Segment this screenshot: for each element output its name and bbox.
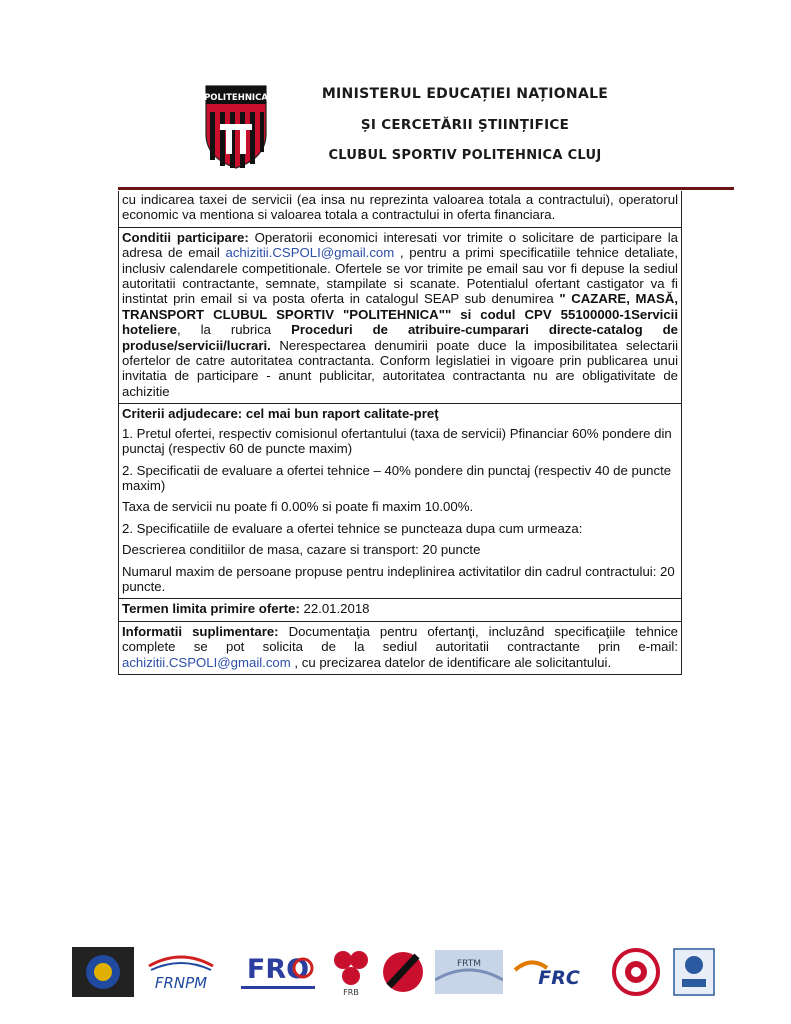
- section-informatii: [118, 622, 682, 675]
- informatii-label: Informatii suplimentare:: [122, 623, 279, 639]
- criterii-item: 2. Specificatii de evaluare a ofertei tehnice – 40% pondere din punctaj (respectiv 40 de puncte maxim): [122, 462, 672, 493]
- federation-emblem-logo: [70, 946, 136, 998]
- volleyball-logo: [670, 946, 718, 998]
- termen-label: Termen limita primire oferte:: [122, 601, 300, 617]
- criterii-title: Criterii adjudecare: cel mai bun raport calitate-preţ: [122, 406, 439, 422]
- frc-text: FRC: [538, 967, 580, 989]
- informatii-email-link[interactable]: achizitii.CSPOLI@gmail.com: [122, 654, 291, 670]
- header-divider: [118, 187, 734, 190]
- criterii-item: 2. Specificatiile de evaluare a ofertei tehnice se puncteaza dupa cum urmeaza:: [122, 520, 583, 536]
- frc-logo: [510, 946, 594, 998]
- conditii-text4: Nerespectarea denumirii poate duce la imposibilitatea selectarii ofertelor de catre autoritatea contractanta. Conform legislatiei in vigoare prin publicarea unui invitatia de participare - anunt publicitar, autoritatea contractanta nu are obligativitate de achizitie: [122, 337, 678, 399]
- criterii-item: Numarul maxim de persoane propuse pentru indeplinirea activitatilor din cadrul contractului: 20 puncte.: [122, 563, 675, 594]
- fro-text: FRO: [246, 954, 310, 985]
- header-research: ȘI CERCETĂRII ȘTIINȚIFICE: [360, 117, 570, 133]
- section-termen: [118, 599, 682, 621]
- termen-value: 22.01.2018: [299, 601, 370, 617]
- frb-logo: [328, 946, 374, 998]
- section-criterii: [118, 404, 682, 599]
- conditii-bold2: Proceduri de atribuire-cumparari directe-catalog de produse/servicii/lucrari.: [122, 322, 678, 353]
- frtm-text: FRTM: [456, 959, 482, 969]
- document-table: [118, 191, 682, 675]
- footer-logos: [70, 946, 720, 1002]
- header-club: CLUBUL SPORTIV POLITEHNICA CLUJ: [328, 148, 602, 163]
- fro-logo: [234, 946, 322, 998]
- conditii-bold1: " CAZARE, MASĂ, TRANSPORT CLUBUL SPORTIV "POLITEHNICA"" si codul CPV 55100000-1Servicii hoteliere: [122, 291, 678, 338]
- section-conditii: [118, 228, 682, 404]
- informatii-text2: , cu precizarea datelor de identificare ale solicitantului.: [290, 654, 612, 670]
- crest-label: POLITEHNICA: [204, 93, 268, 103]
- section-tail-text: cu indicarea taxei de servicii (ea insa nu reprezinta valoarea totala a contractului), operatorul economic va mentiona si valoarea totala a contractului in oferta financiara.: [122, 192, 678, 223]
- conditii-label: Conditii participare:: [122, 229, 249, 245]
- informatii-text1: Documentaţia pentru ofertanţi, incluzând specificaţiile tehnice complete se pot solicita de la sediul autoritatii contractante prin e-mail:: [122, 623, 678, 655]
- conditii-text1: Operatorii economici interesati vor trimite o solicitare de participare la adresa de email: [122, 229, 679, 261]
- header-ministry: MINISTERUL EDUCAȚIEI NAȚIONALE: [321, 86, 609, 102]
- section-tail: [118, 191, 682, 228]
- kempo-logo: [380, 946, 426, 998]
- frb-text: FRB: [343, 988, 359, 997]
- conditii-text3: , la rubrica: [176, 322, 292, 338]
- frnpm-logo: [140, 946, 222, 998]
- criterii-item: Descrierea conditiilor de masa, cazare si transport: 20 puncte: [122, 542, 481, 558]
- club-crest-logo: [202, 82, 270, 170]
- criterii-item: Taxa de servicii nu poate fi 0.00% si poate fi maxim 10.00%.: [122, 499, 474, 515]
- conditii-text2: , pentru a primi specificatiile tehnice detaliate, inclusiv calendarele competitionale. Ofertele se vor trimite pe email sau vor fi depuse la sediul autoritatii contractante, semnate, stampilate si scanate. Potentialul ofertant castigator va fi instintat prin email si va posta oferta in catalogul SEAP sub denumirea: [122, 245, 678, 307]
- conditii-email-link[interactable]: achizitii.CSPOLI@gmail.com: [225, 245, 395, 261]
- frnpm-text: FRNPM: [154, 974, 208, 992]
- ring-emblem-logo: [610, 946, 662, 998]
- criterii-item: 1. Pretul ofertei, respectiv comisionul ofertantului (taxa de servicii) Pfinanciar 60% pondere din punctaj (respectiv 60 de puncte maxim): [122, 425, 672, 457]
- frtm-logo: [434, 946, 504, 998]
